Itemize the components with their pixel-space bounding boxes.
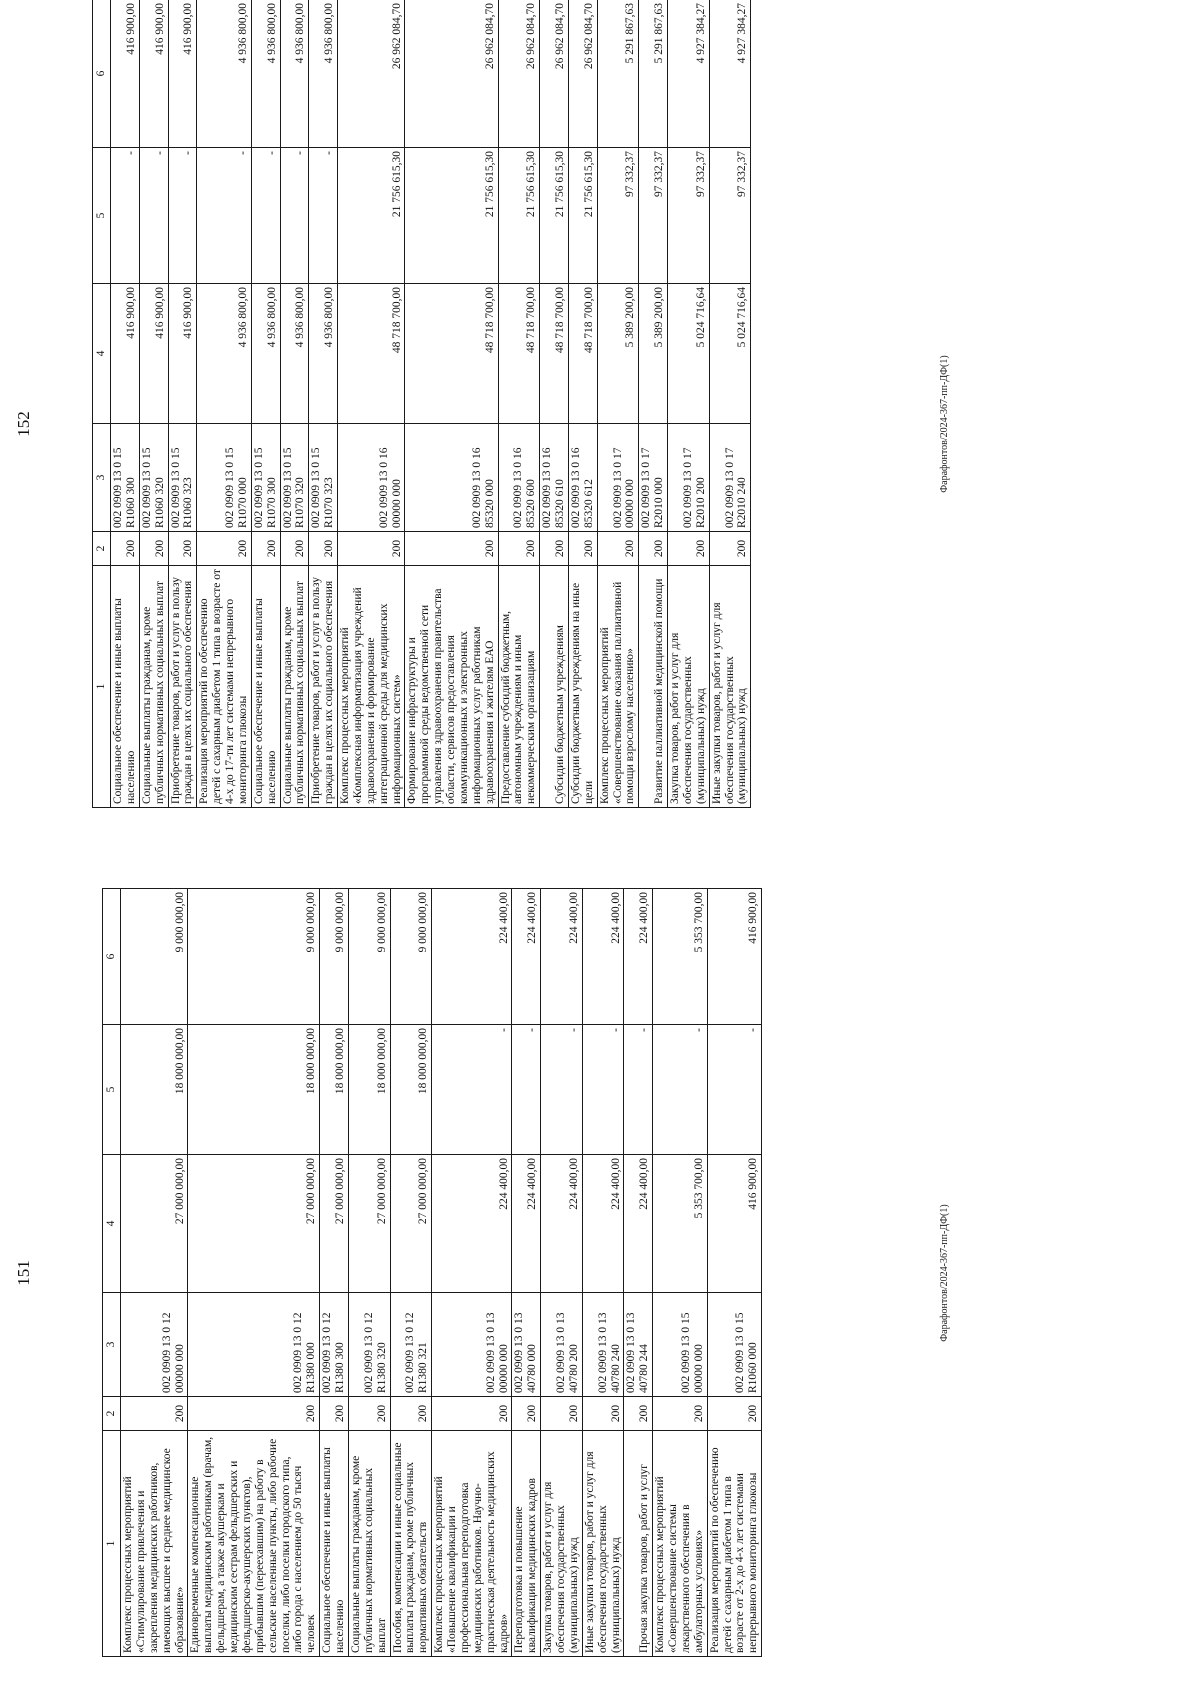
row-label: Реализация мероприятий по обеспечению детей с сахарным диабетом 1 типа в возрасте от 2-х до 4-х лет системами непрерывного мониторинга глюкозы	[707, 1431, 762, 1657]
admin-code: 200	[668, 532, 710, 566]
table-row	[597, 0, 639, 808]
budget-classification-code: 002 0909 13 0 16 00000 000	[338, 424, 405, 532]
amount-col6: 224 400,00	[512, 889, 541, 1025]
admin-code: 200	[405, 532, 498, 566]
budget-classification-code: 002 0909 13 0 15 R1070 300	[251, 424, 280, 532]
budget-classification-code: 002 0909 13 0 17 00000 000	[597, 424, 639, 532]
amount-col4: 4 936 800,00	[197, 284, 252, 424]
table-header-row	[93, 0, 111, 808]
col-header: 1	[93, 566, 111, 808]
row-label: Прочая закупка товаров, работ и услуг	[624, 1431, 653, 1657]
col-header: 6	[93, 0, 111, 148]
row-label: Социальные выплаты гражданам, кроме публичных нормативных социальных выплат	[348, 1431, 390, 1657]
col-header: 1	[103, 1431, 121, 1657]
amount-col4: 48 718 700,00	[540, 284, 569, 424]
col-header: 5	[103, 1025, 121, 1155]
budget-classification-code: 002 0909 13 0 12 00000 000	[121, 1293, 188, 1397]
amount-col6: 4 936 800,00	[251, 0, 280, 148]
amount-col6: 4 927 384,27	[709, 0, 751, 148]
amount-col5: 97 332,37	[668, 148, 710, 284]
budget-classification-code: 002 0909 13 0 12 R1380 000	[188, 1293, 320, 1397]
table-row	[111, 0, 140, 808]
table-row	[280, 0, 309, 808]
row-label: Единовременные компенсационные выплаты медицинским работникам (врачам, фельдшерам, а также акушеркам и медицинским сестрам фельдшерских и фельдшерско-акушерских пунктов), прибывшим (переехавшим) на работу в сельские населенные пункты, либо рабочие поселки, либо поселки городского типа, либо города с населением до 50 тысяч человек	[188, 1431, 320, 1657]
admin-code: 200	[139, 532, 168, 566]
budget-table	[92, 0, 751, 808]
amount-col6: 416 900,00	[139, 0, 168, 148]
amount-col4: 224 400,00	[541, 1155, 583, 1293]
table-row	[168, 0, 197, 808]
col-header: 2	[93, 532, 111, 566]
budget-classification-code: 002 0909 13 0 17 R2010 000	[639, 424, 668, 532]
admin-code: 200	[390, 1397, 432, 1431]
amount-col5: 21 756 615,30	[338, 148, 405, 284]
table-row	[139, 0, 168, 808]
col-header: 3	[103, 1293, 121, 1397]
page-152	[0, 0, 1200, 848]
amount-col4: 48 718 700,00	[338, 284, 405, 424]
table-row	[251, 0, 280, 808]
admin-code: 200	[541, 1397, 583, 1431]
admin-code: 200	[512, 1397, 541, 1431]
row-label: Приобретение товаров, работ и услуг в пользу граждан в целях их социального обеспечения	[309, 566, 338, 808]
admin-code: 200	[188, 1397, 320, 1431]
amount-col4: 5 024 716,64	[668, 284, 710, 424]
row-label: Переподготовка и повышение квалификации медицинских кадров	[512, 1431, 541, 1657]
admin-code: 200	[582, 1397, 624, 1431]
row-label: Пособия, компенсации и иные социальные выплаты гражданам, кроме публичных нормативных обязательств	[390, 1431, 432, 1657]
page-151	[0, 849, 1200, 1697]
admin-code: 200	[568, 532, 597, 566]
table-row	[390, 889, 432, 1657]
amount-col6: 5 291 867,63	[639, 0, 668, 148]
budget-classification-code: 002 0909 13 0 13 40780 244	[624, 1293, 653, 1397]
amount-col4: 224 400,00	[512, 1155, 541, 1293]
table-row	[405, 0, 498, 808]
amount-col4: 5 024 716,64	[709, 284, 751, 424]
amount-col5: -	[197, 148, 252, 284]
amount-col5: 18 000 000,00	[348, 1025, 390, 1155]
admin-code: 200	[639, 532, 668, 566]
row-label: Комплекс процессных мероприятий «Совершенствование оказания паллиативной помощи взрослому населению»	[597, 566, 639, 808]
amount-col6: 26 962 084,70	[338, 0, 405, 148]
table-row	[709, 0, 751, 808]
table-row	[320, 889, 349, 1657]
amount-col6: 9 000 000,00	[348, 889, 390, 1025]
amount-col4: 27 000 000,00	[348, 1155, 390, 1293]
table-row	[197, 0, 252, 808]
table-row	[541, 889, 583, 1657]
budget-classification-code: 002 0909 13 0 16 85320 612	[568, 424, 597, 532]
budget-classification-code: 002 0909 13 0 15 R1060 323	[168, 424, 197, 532]
amount-col5: -	[309, 148, 338, 284]
amount-col6: 9 000 000,00	[121, 889, 188, 1025]
admin-code: 200	[338, 532, 405, 566]
amount-col5: 18 000 000,00	[188, 1025, 320, 1155]
row-label: Социальное обеспечение и иные выплаты населению	[320, 1431, 349, 1657]
amount-col4: 4 936 800,00	[251, 284, 280, 424]
table-row	[121, 889, 188, 1657]
admin-code: 200	[111, 532, 140, 566]
admin-code: 200	[597, 532, 639, 566]
footer-doc-id: Фарафонтов/2024-367-пп-ДФ(1)	[939, 355, 950, 493]
budget-classification-code: 002 0909 13 0 15 R1060 000	[707, 1293, 762, 1397]
budget-classification-code: 002 0909 13 0 17 R2010 240	[709, 424, 751, 532]
admin-code: 200	[624, 1397, 653, 1431]
amount-col6: 4 936 800,00	[280, 0, 309, 148]
col-header: 6	[103, 889, 121, 1025]
budget-classification-code: 002 0909 13 0 12 R1380 321	[390, 1293, 432, 1397]
amount-col4: 27 000 000,00	[320, 1155, 349, 1293]
admin-code: 200	[168, 532, 197, 566]
amount-col6: 9 000 000,00	[188, 889, 320, 1025]
amount-col6: 416 900,00	[111, 0, 140, 148]
table-row	[707, 889, 762, 1657]
table-header-row	[103, 889, 121, 1657]
amount-col5: 18 000 000,00	[390, 1025, 432, 1155]
amount-col5: 18 000 000,00	[320, 1025, 349, 1155]
amount-col5: -	[653, 1025, 708, 1155]
amount-col6: 4 936 800,00	[309, 0, 338, 148]
table-row	[653, 889, 708, 1657]
page-152-rotated-content	[0, 0, 1200, 848]
amount-col5: -	[139, 148, 168, 284]
amount-col6: 224 400,00	[582, 889, 624, 1025]
amount-col5: -	[512, 1025, 541, 1155]
budget-classification-code: 002 0909 13 0 12 R1380 320	[348, 1293, 390, 1397]
amount-col6: 4 927 384,27	[668, 0, 710, 148]
amount-col4: 5 353 700,00	[653, 1155, 708, 1293]
admin-code: 200	[653, 1397, 708, 1431]
table-row	[668, 0, 710, 808]
budget-classification-code: 002 0909 13 0 17 R2010 200	[668, 424, 710, 532]
table-body	[121, 889, 762, 1657]
amount-col6: 26 962 084,70	[568, 0, 597, 148]
amount-col4: 416 900,00	[707, 1155, 762, 1293]
amount-col5: 97 332,37	[639, 148, 668, 284]
amount-col6: 416 900,00	[707, 889, 762, 1025]
col-header: 5	[93, 148, 111, 284]
table-row	[348, 889, 390, 1657]
table-row	[624, 889, 653, 1657]
amount-col6: 224 400,00	[432, 889, 512, 1025]
admin-code: 200	[280, 532, 309, 566]
amount-col6: 416 900,00	[168, 0, 197, 148]
admin-code: 200	[709, 532, 751, 566]
row-label: Субсидии бюджетным учреждениям	[540, 566, 569, 808]
col-header: 4	[103, 1155, 121, 1293]
amount-col4: 48 718 700,00	[568, 284, 597, 424]
row-label: Развитие паллиативной медицинской помощи	[639, 566, 668, 808]
admin-code: 200	[251, 532, 280, 566]
amount-col5: -	[541, 1025, 583, 1155]
budget-classification-code: 002 0909 13 0 15 00000 000	[653, 1293, 708, 1397]
amount-col4: 27 000 000,00	[390, 1155, 432, 1293]
amount-col4: 4 936 800,00	[280, 284, 309, 424]
row-label: Социальное обеспечение и иные выплаты населению	[111, 566, 140, 808]
amount-col5: -	[111, 148, 140, 284]
budget-classification-code: 002 0909 13 0 12 R1380 300	[320, 1293, 349, 1397]
row-label: Предоставление субсидий бюджетным, автономным учреждениям и иным некоммерческим организациям	[498, 566, 540, 808]
col-header: 2	[103, 1397, 121, 1431]
amount-col4: 48 718 700,00	[405, 284, 498, 424]
row-label: Иные закупки товаров, работ и услуг для обеспечения государственных (муниципальных) нужд	[709, 566, 751, 808]
row-label: Социальные выплаты гражданам, кроме публичных нормативных социальных выплат	[280, 566, 309, 808]
amount-col4: 416 900,00	[139, 284, 168, 424]
budget-classification-code: 002 0909 13 0 16 85320 000	[405, 424, 498, 532]
footer-doc-id: Фарафонтов/2024-367-пп-ДФ(1)	[939, 1204, 950, 1342]
table-row	[432, 889, 512, 1657]
budget-classification-code: 002 0909 13 0 15 R1070 320	[280, 424, 309, 532]
table-row	[540, 0, 569, 808]
amount-col5: -	[582, 1025, 624, 1155]
budget-table	[102, 888, 762, 1657]
table-row	[309, 0, 338, 808]
budget-classification-code: 002 0909 13 0 15 R1060 300	[111, 424, 140, 532]
amount-col5: 21 756 615,30	[498, 148, 540, 284]
table-row	[582, 889, 624, 1657]
amount-col6: 5 353 700,00	[653, 889, 708, 1025]
amount-col5: -	[251, 148, 280, 284]
amount-col4: 5 389 200,00	[639, 284, 668, 424]
admin-code: 200	[320, 1397, 349, 1431]
budget-classification-code: 002 0909 13 0 15 R1060 320	[139, 424, 168, 532]
amount-col4: 224 400,00	[582, 1155, 624, 1293]
table-row	[338, 0, 405, 808]
row-label: Комплекс процессных мероприятий «Совершенствование системы лекарственного обеспечения в амбулаторных условиях»	[653, 1431, 708, 1657]
budget-classification-code: 002 0909 13 0 13 40780 240	[582, 1293, 624, 1397]
amount-col4: 416 900,00	[111, 284, 140, 424]
col-header: 3	[93, 424, 111, 532]
table-row	[568, 0, 597, 808]
table-row	[188, 889, 320, 1657]
admin-code: 200	[432, 1397, 512, 1431]
amount-col5: 97 332,37	[597, 148, 639, 284]
row-label: Социальные выплаты гражданам, кроме публичных нормативных социальных выплат	[139, 566, 168, 808]
amount-col5: 97 332,37	[709, 148, 751, 284]
budget-classification-code: 002 0909 13 0 16 85320 600	[498, 424, 540, 532]
row-label: Приобретение товаров, работ и услуг в пользу граждан в целях их социального обеспечения	[168, 566, 197, 808]
admin-code: 200	[309, 532, 338, 566]
row-label: Комплекс процессных мероприятий «Комплексная информатизация учреждений здравоохранения и формирование интеграционной среды для медицинских информационных систем»	[338, 566, 405, 808]
budget-classification-code: 002 0909 13 0 15 R1070 000	[197, 424, 252, 532]
admin-code: 200	[540, 532, 569, 566]
budget-classification-code: 002 0909 13 0 16 85320 610	[540, 424, 569, 532]
amount-col4: 5 389 200,00	[597, 284, 639, 424]
row-label: Социальное обеспечение и иные выплаты населению	[251, 566, 280, 808]
amount-col4: 27 000 000,00	[188, 1155, 320, 1293]
page-number: 151	[14, 1260, 33, 1286]
page-151-rotated-content	[0, 849, 1200, 1697]
budget-classification-code: 002 0909 13 0 15 R1070 323	[309, 424, 338, 532]
amount-col6: 9 000 000,00	[390, 889, 432, 1025]
amount-col6: 26 962 084,70	[540, 0, 569, 148]
row-label: Иные закупки товаров, работ и услуг для обеспечения государственных (муниципальных) нужд	[582, 1431, 624, 1657]
amount-col4: 48 718 700,00	[498, 284, 540, 424]
amount-col6: 5 291 867,63	[597, 0, 639, 148]
row-label: Комплекс процессных мероприятий «Стимулирование привлечения и закрепления медицинских работников, имеющих высшее и среднее медицинское образование»	[121, 1431, 188, 1657]
admin-code: 200	[498, 532, 540, 566]
row-label: Субсидии бюджетным учреждениям на иные цели	[568, 566, 597, 808]
amount-col4: 416 900,00	[168, 284, 197, 424]
amount-col5: -	[624, 1025, 653, 1155]
amount-col5: 21 756 615,30	[540, 148, 569, 284]
amount-col6: 4 936 800,00	[197, 0, 252, 148]
budget-classification-code: 002 0909 13 0 13 40780 200	[541, 1293, 583, 1397]
amount-col5: 18 000 000,00	[121, 1025, 188, 1155]
table-body	[111, 0, 751, 808]
admin-code: 200	[707, 1397, 762, 1431]
amount-col4: 27 000 000,00	[121, 1155, 188, 1293]
amount-col5: -	[280, 148, 309, 284]
budget-classification-code: 002 0909 13 0 13 00000 000	[432, 1293, 512, 1397]
amount-col6: 26 962 084,70	[498, 0, 540, 148]
row-label: Закупка товаров, работ и услуг для обеспечения государственных (муниципальных) нужд	[668, 566, 710, 808]
table-row	[498, 0, 540, 808]
row-label: Закупка товаров, работ и услуг для обеспечения государственных (муниципальных) нужд	[541, 1431, 583, 1657]
amount-col6: 224 400,00	[624, 889, 653, 1025]
amount-col4: 224 400,00	[624, 1155, 653, 1293]
col-header: 4	[93, 284, 111, 424]
admin-code: 200	[197, 532, 252, 566]
amount-col4: 224 400,00	[432, 1155, 512, 1293]
amount-col6: 224 400,00	[541, 889, 583, 1025]
amount-col5: -	[168, 148, 197, 284]
row-label: Реализация мероприятий по обеспечению детей с сахарным диабетом 1 типа в возрасте от 4-х до 17-ти лет системами непрерывного мониторинга глюкозы	[197, 566, 252, 808]
admin-code: 200	[348, 1397, 390, 1431]
amount-col6: 9 000 000,00	[320, 889, 349, 1025]
amount-col6: 26 962 084,70	[405, 0, 498, 148]
amount-col4: 4 936 800,00	[309, 284, 338, 424]
row-label: Формирование инфраструктуры и программной среды ведомственной сети управления здравоохранения правительства области, сервисов предоставления коммуникационных и электронных информационных услуг работникам здравоохранения и жителям ЕАО	[405, 566, 498, 808]
amount-col5: 21 756 615,30	[405, 148, 498, 284]
table-row	[639, 0, 668, 808]
budget-classification-code: 002 0909 13 0 13 40780 000	[512, 1293, 541, 1397]
row-label: Комплекс процессных мероприятий «Повышение квалификации и профессиональная переподготовка медицинских работников. Научно-практическая деятельность медицинских кадров»	[432, 1431, 512, 1657]
page-number: 152	[14, 411, 33, 437]
table-row	[512, 889, 541, 1657]
amount-col5: -	[432, 1025, 512, 1155]
amount-col5: 21 756 615,30	[568, 148, 597, 284]
amount-col5: -	[707, 1025, 762, 1155]
admin-code: 200	[121, 1397, 188, 1431]
